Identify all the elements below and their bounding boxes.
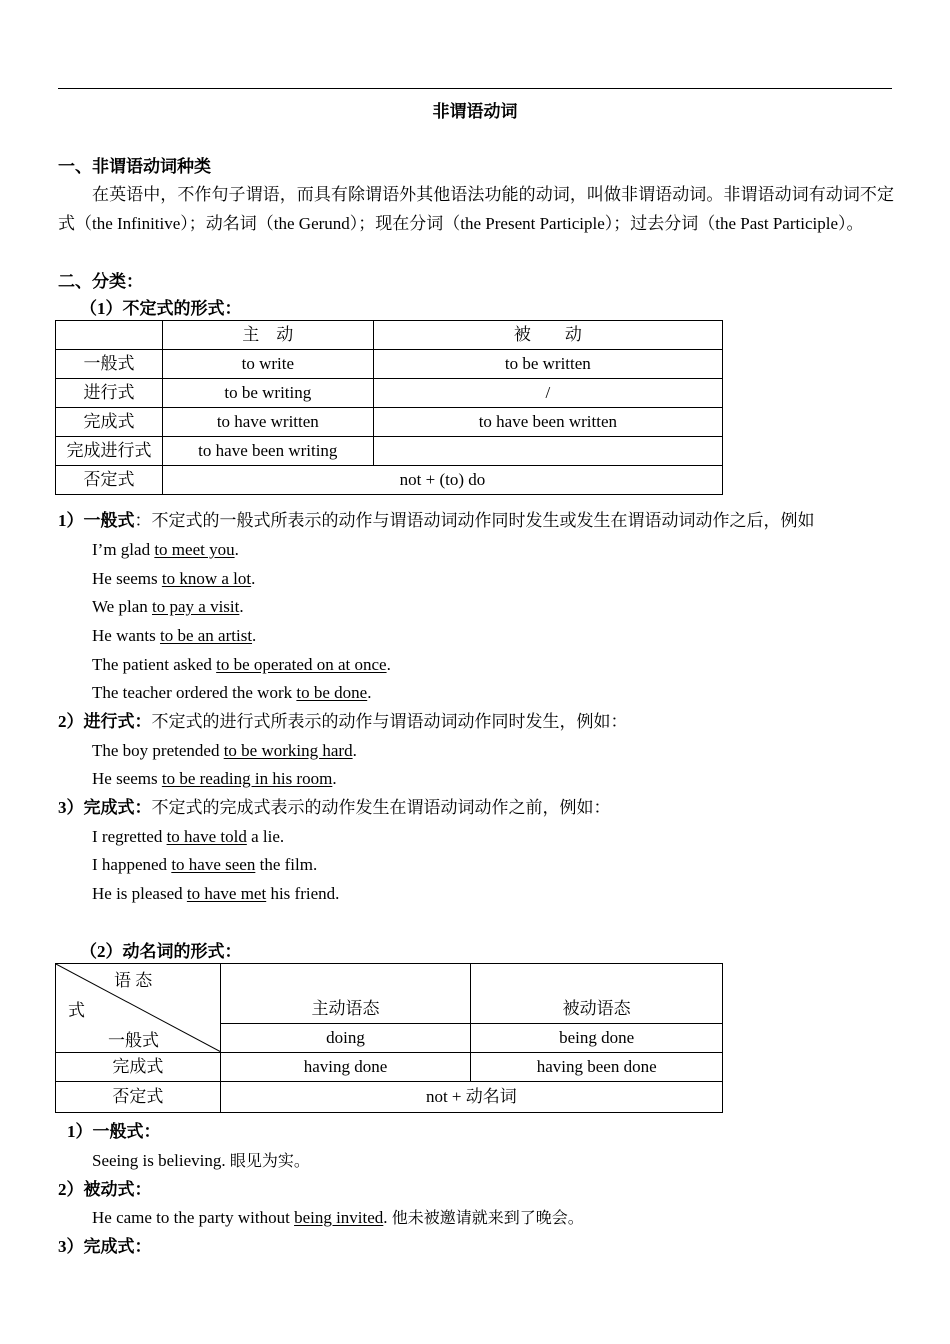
rule-label: 2）进行式： [58,712,152,731]
table-row [56,1053,723,1082]
table-cell: to have been written [373,408,722,437]
table-row [56,466,723,495]
example-sentence: He seems to know a lot. [92,569,256,588]
table-row-label: 一般式 [56,350,163,379]
example-sentence: I happened to have seen the film. [92,855,318,874]
corner-label-form: 式 [68,1001,85,1020]
table-row [56,437,723,466]
example-sentence: The boy pretended to be working hard. [92,741,357,760]
example-sentence: He wants to be an artist. [92,626,257,645]
table-row-label: 一般式 [108,1031,159,1050]
table-cell: / [373,379,722,408]
page-title: 非谓语动词 [432,102,518,121]
corner-label-voice: 语 态 [114,971,153,990]
table-cell: being done [471,1023,723,1052]
rule-text: ：不定式的一般式所表示的动作与谓语动词动作同时发生或发生在谓语动词动作之后，例如 [134,511,815,530]
rule-text: 不定式的进行式所表示的动作与谓语动词动作同时发生，例如： [151,712,628,731]
table-cell: to have written [162,408,373,437]
rule-label: 1）一般式 [58,511,135,530]
example-sentence: The teacher ordered the work to be done. [92,683,372,702]
table-header-active: 主 动 [162,321,373,350]
gerund-perfect-label: 3）完成式： [58,1237,152,1256]
table-cell: to be writing [162,379,373,408]
gerund-forms-table [55,963,723,1113]
table-row-label: 完成进行式 [56,437,163,466]
subheading-gerund: （2）动名词的形式： [80,942,242,961]
table-row-label: 完成式 [56,1053,221,1082]
table-header-active: 主动语态 [220,964,471,1024]
table-row [56,408,723,437]
table-cell: doing [220,1023,471,1052]
table-row [56,350,723,379]
table-row-label: 否定式 [56,466,163,495]
gerund-passive-label: 2）被动式： [58,1180,152,1199]
rule-general-form [58,509,815,533]
section-heading-types: 一、非谓语动词种类 [58,157,211,176]
table-cell: having been done [471,1053,723,1082]
gerund-general-label: 1）一般式： [67,1122,161,1141]
example-sentence: The patient asked to be operated on at once. [92,655,391,674]
intro-paragraph: 在英语中，不作句子谓语，而具有除谓语外其他语法功能的动词，叫做非谓语动词。非谓语动词有动词不定式（the Infinitive）；动名词（the Gerund）；现在分词（the Present Participle）；过去分词（the Past Participle）。 [58,185,894,233]
table-header-row [56,321,723,350]
section-heading-classification: 二、分类： [58,272,143,291]
example-sentence: He came to the party without being invited. 他未被邀请就来到了晚会。 [92,1208,584,1227]
table-row-label: 进行式 [56,379,163,408]
example-sentence: I regretted to have told a lie. [92,827,285,846]
table-cell: having done [220,1053,471,1082]
header-rule [58,88,892,89]
example-sentence: We plan to pay a visit. [92,597,244,616]
example-sentence: I’m glad to meet you. [92,540,239,559]
table-header-passive: 被 动 [373,321,722,350]
example-sentence: He is pleased to have met his friend. [92,884,340,903]
table-row [56,379,723,408]
table-cell [56,321,163,350]
rule-progressive-form [58,710,628,734]
subheading-infinitive: （1）不定式的形式： [80,299,242,318]
table-cell: to have been writing [162,437,373,466]
table-header-passive: 被动语态 [471,964,723,1024]
table-cell: to write [162,350,373,379]
infinitive-forms-table [55,320,723,495]
table-row-label: 否定式 [56,1082,221,1113]
rule-label: 3）完成式： [58,798,152,817]
example-sentence: He seems to be reading in his room. [92,769,337,788]
rule-perfect-form [58,796,611,820]
table-cell: to be written [373,350,722,379]
rule-text: 不定式的完成式表示的动作发生在谓语动词动作之前，例如： [151,798,611,817]
example-sentence: Seeing is believing. 眼见为实。 [92,1151,310,1170]
diagonal-corner-cell [56,964,221,1053]
table-header-row [56,964,723,1024]
table-cell: not + 动名词 [220,1082,722,1113]
table-cell [373,437,722,466]
table-cell: not + (to) do [162,466,722,495]
table-row-label: 完成式 [56,408,163,437]
table-row [56,1082,723,1113]
